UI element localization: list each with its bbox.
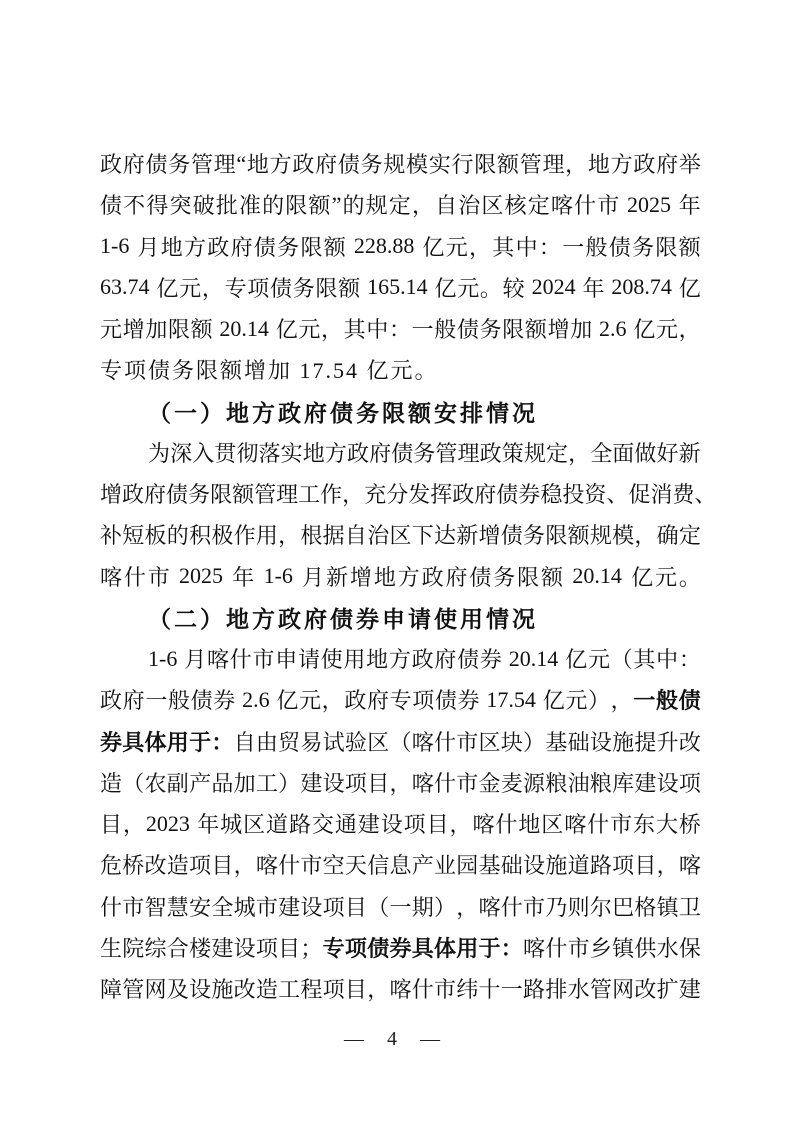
- text-line: 1-6 月 喀 什 市 申 请 使 用 地 方 政 府 债 券 20.14 亿 元 （ 其 中 ：: [148, 645, 701, 673]
- text-line: 危 桥 改 造 项 目 ， 喀 什 市 空 天 信 息 产 业 园 基 础 设 施 道 路 项 目 ， 喀: [100, 853, 701, 879]
- text-line: 造 （ 农 副 产 品 加 工 ） 建 设 项 目 ， 喀 什 市 金 麦 源 粮 油 粮 库 建 设 项: [100, 770, 701, 796]
- text-line: 为 深 入 贯 彻 落 实 地 方 政 府 债 务 管 理 政 策 规 定 ， 全 面 做 好 新: [148, 440, 701, 466]
- text-line: 补 短 板 的 积 极 作 用 ， 根 据 自 治 区 下 达 新 增 债 务 限 额 规 模 ， 确 定: [100, 523, 701, 549]
- text-line: 障 管 网 及 设 施 改 造 工 程 项 目 ， 喀 什 市 纬 十 一 路 排 水 管 网 改 扩 建: [100, 977, 701, 1003]
- text-line: 63.74 亿 元 ， 专 项 债 务 限 额 165.14 亿 元 。 较 2024 年 208.74 亿: [100, 274, 701, 301]
- text-line: 债 不 得 突 破 批 准 的 限 额 ” 的 规 定 ， 自 治 区 核 定 喀 什 市 2025 年: [100, 191, 701, 219]
- text-line: 政 府 一 般 债 券 2.6 亿 元 ， 政 府 专 项 债 券 17.54 亿 元 ） ， 一 般 债: [100, 686, 701, 714]
- text-line: 喀 什 市 2025 年 1-6 月 新 增 地 方 政 府 债 务 限 额 20.14 亿 元 。: [100, 563, 701, 590]
- text-line: 1-6 月 地 方 政 府 债 务 限 额 228.88 亿 元 ， 其 中 ： 一 般 债 务 限 额: [100, 233, 701, 260]
- document-body: [100, 143, 717, 1009]
- text-line: 券 具 体 用 于 ： 自 由 贸 易 试 验 区 （ 喀 什 市 区 块 ） 基 础 设 施 提 升 改: [100, 729, 701, 755]
- text-line: 什 市 智 慧 安 全 城 市 建 设 项 目 （ 一 期 ） ， 喀 什 市 乃 则 尔 巴 格 镇 卫: [100, 894, 701, 920]
- text-line: 专项债务限额增加 17.54 亿元。: [100, 358, 439, 384]
- text-line: 政 府 债 务 管 理 “ 地 方 政 府 债 务 规 模 实 行 限 额 管 理 ， 地 方 政 府 举: [100, 150, 701, 178]
- section-heading: （一）地方政府债务限额安排情况: [148, 400, 538, 426]
- text-line: 生 院 综 合 楼 建 设 项 目 ； 专 项 债 券 具 体 用 于 ： 喀 什 市 乡 镇 供 水 保: [100, 935, 701, 961]
- text-line: 目 ， 2023 年 城 区 道 路 交 通 建 设 项 目 ， 喀 什 地 区 喀 什 市 东 大 桥: [100, 810, 701, 838]
- page-footer: [0, 1028, 793, 1051]
- text-line: 增 政 府 债 务 限 额 管 理 工 作 ， 充 分 发 挥 政 府 债 券 稳 投 资 、 促 消 费 、: [100, 482, 717, 508]
- page-number: — 4 —: [344, 1028, 449, 1050]
- text-line: 元 增 加 限 额 20.14 亿 元 ， 其 中 ： 一 般 债 务 限 额 增 加 2.6 亿 元 ，: [100, 315, 701, 343]
- section-heading: （二）地方政府债券申请使用情况: [148, 606, 538, 632]
